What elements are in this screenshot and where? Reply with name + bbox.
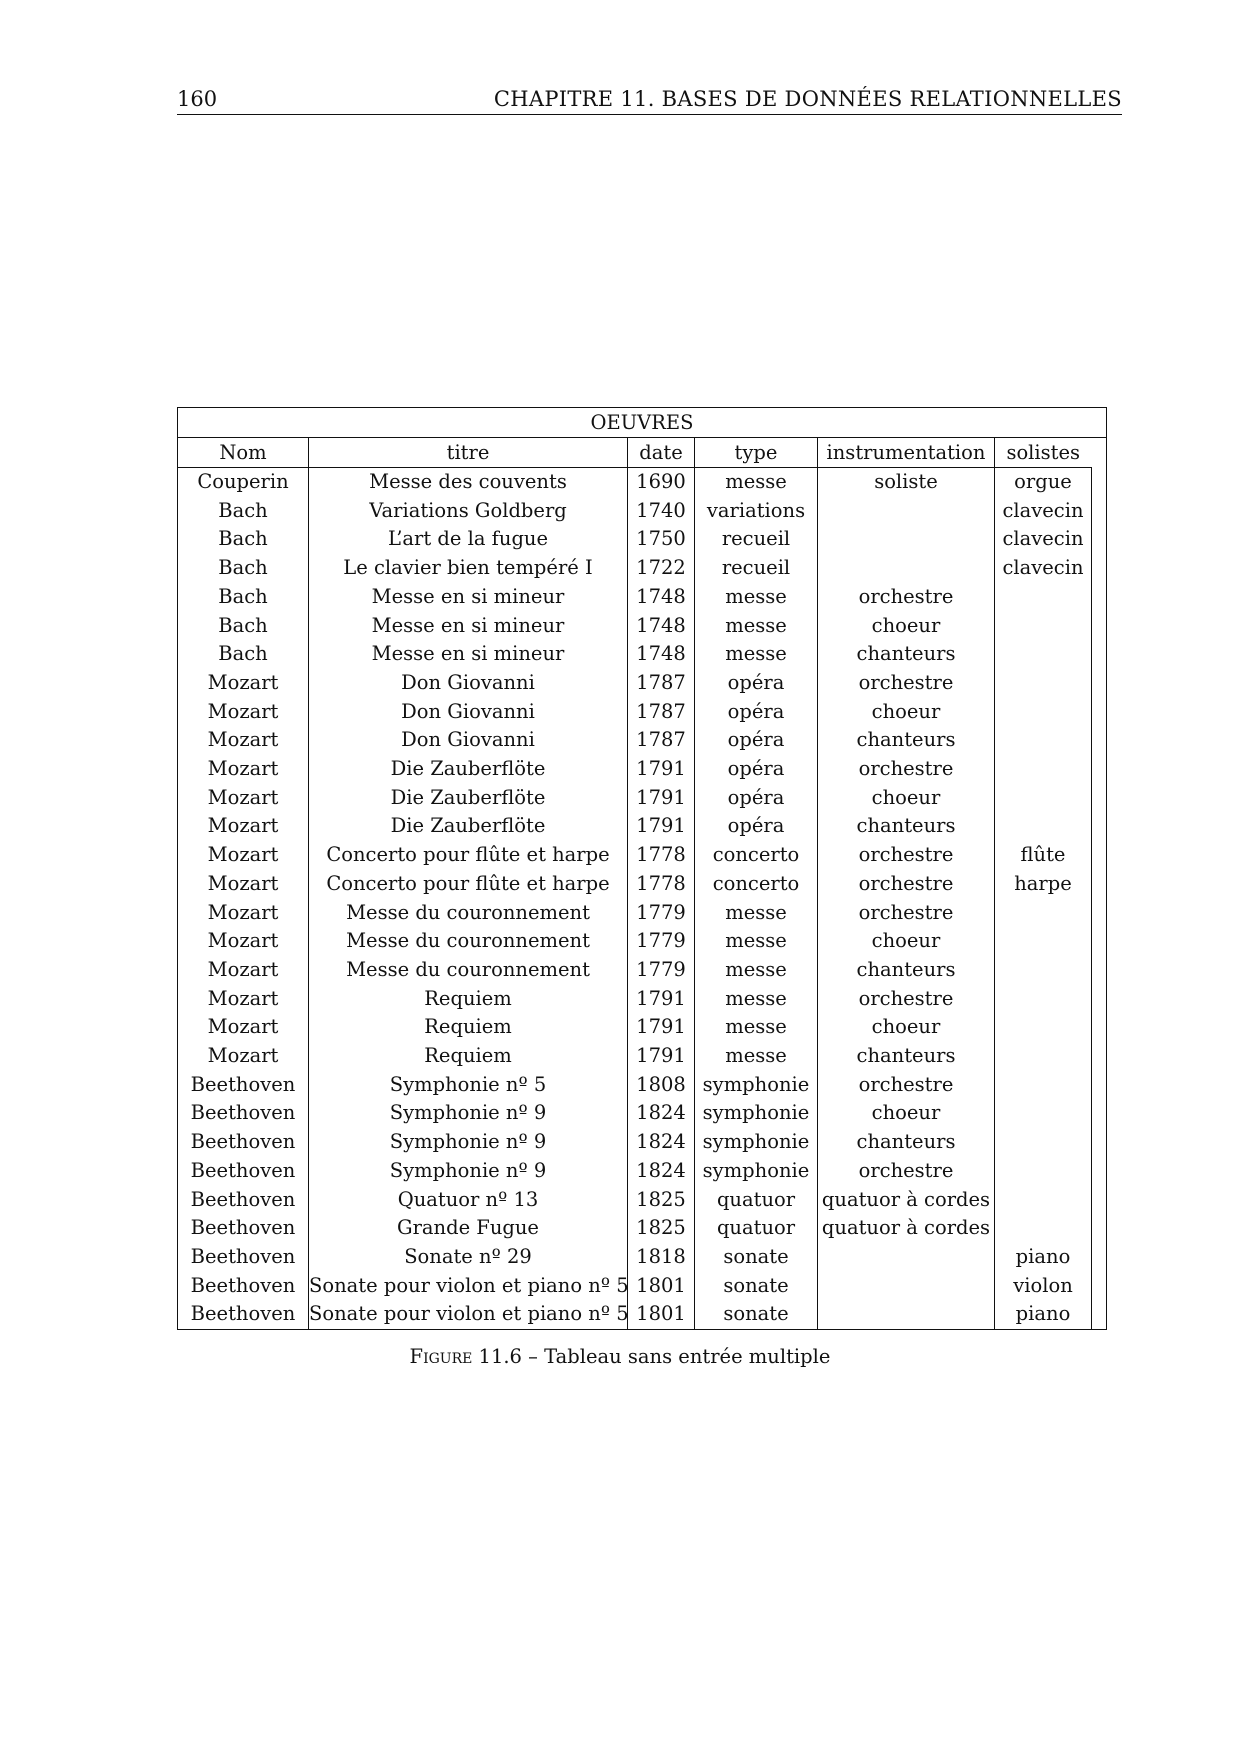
cell-type: messe — [695, 468, 818, 497]
table-row — [178, 1300, 1107, 1329]
cell-title: Grande Fugue — [309, 1214, 628, 1243]
cell-date: 1750 — [628, 525, 695, 554]
cell-soloists — [995, 899, 1092, 928]
cell-title: Messe en si mineur — [309, 583, 628, 612]
cell-type: opéra — [695, 784, 818, 813]
cell-name: Beethoven — [178, 1243, 309, 1272]
cell-soloists: orgue — [995, 468, 1092, 497]
cell-soloists: flûte — [995, 841, 1092, 870]
cell-name: Bach — [178, 554, 309, 583]
cell-title: Don Giovanni — [309, 726, 628, 755]
cell-spacer — [1092, 755, 1107, 784]
cell-soloists: clavecin — [995, 497, 1092, 526]
column-header-name: Nom — [178, 438, 309, 468]
column-header-row — [178, 438, 1107, 468]
table-row — [178, 1157, 1107, 1186]
cell-soloists — [995, 612, 1092, 641]
cell-type: sonate — [695, 1243, 818, 1272]
table-row — [178, 870, 1107, 899]
cell-instrumentation: chanteurs — [818, 956, 995, 985]
cell-date: 1748 — [628, 640, 695, 669]
cell-date: 1740 — [628, 497, 695, 526]
cell-date: 1787 — [628, 698, 695, 727]
table-row — [178, 1128, 1107, 1157]
cell-name: Beethoven — [178, 1300, 309, 1329]
cell-type: quatuor — [695, 1186, 818, 1215]
cell-instrumentation: choeur — [818, 612, 995, 641]
cell-soloists — [995, 669, 1092, 698]
cell-date: 1791 — [628, 784, 695, 813]
cell-type: opéra — [695, 812, 818, 841]
cell-date: 1824 — [628, 1157, 695, 1186]
cell-title: Die Zauberflöte — [309, 812, 628, 841]
cell-spacer — [1092, 1042, 1107, 1071]
cell-title: Symphonie nº 5 — [309, 1071, 628, 1100]
cell-instrumentation: choeur — [818, 698, 995, 727]
column-header-type: type — [695, 438, 818, 468]
cell-title: Symphonie nº 9 — [309, 1157, 628, 1186]
cell-type: variations — [695, 497, 818, 526]
cell-date: 1748 — [628, 612, 695, 641]
cell-soloists — [995, 1013, 1092, 1042]
table-row — [178, 525, 1107, 554]
cell-spacer — [1092, 468, 1107, 497]
cell-name: Beethoven — [178, 1128, 309, 1157]
table-row — [178, 927, 1107, 956]
cell-spacer — [1092, 583, 1107, 612]
cell-type: symphonie — [695, 1128, 818, 1157]
table-row — [178, 468, 1107, 497]
cell-type: messe — [695, 1042, 818, 1071]
table-row — [178, 1013, 1107, 1042]
cell-soloists — [995, 726, 1092, 755]
cell-name: Mozart — [178, 755, 309, 784]
cell-instrumentation: quatuor à cordes — [818, 1186, 995, 1215]
oeuvres-table — [177, 407, 1107, 1330]
cell-instrumentation: choeur — [818, 784, 995, 813]
cell-spacer — [1092, 1013, 1107, 1042]
table-row — [178, 640, 1107, 669]
cell-instrumentation: soliste — [818, 468, 995, 497]
cell-title: Messe en si mineur — [309, 612, 628, 641]
cell-title: Messe des couvents — [309, 468, 628, 497]
cell-soloists — [995, 1157, 1092, 1186]
running-title: CHAPITRE 11. BASES DE DONNÉES RELATIONNELLES — [493, 87, 1122, 111]
cell-type: recueil — [695, 554, 818, 583]
cell-title: Sonate pour violon et piano nº 5 — [309, 1272, 628, 1301]
cell-title: Requiem — [309, 1042, 628, 1071]
cell-instrumentation: orchestre — [818, 985, 995, 1014]
cell-title: Die Zauberflöte — [309, 755, 628, 784]
cell-name: Mozart — [178, 956, 309, 985]
cell-date: 1748 — [628, 583, 695, 612]
table-row — [178, 985, 1107, 1014]
cell-date: 1808 — [628, 1071, 695, 1100]
cell-title: Messe en si mineur — [309, 640, 628, 669]
cell-spacer — [1092, 1099, 1107, 1128]
cell-spacer — [1092, 927, 1107, 956]
table-row — [178, 899, 1107, 928]
table-row — [178, 1272, 1107, 1301]
cell-instrumentation — [818, 1243, 995, 1272]
cell-date: 1825 — [628, 1186, 695, 1215]
cell-type: messe — [695, 899, 818, 928]
cell-instrumentation: orchestre — [818, 870, 995, 899]
cell-type: opéra — [695, 726, 818, 755]
column-header-date: date — [628, 438, 695, 468]
cell-soloists — [995, 755, 1092, 784]
column-header-instrumentation: instrumentation — [818, 438, 995, 468]
cell-soloists — [995, 1128, 1092, 1157]
cell-type: symphonie — [695, 1099, 818, 1128]
cell-date: 1791 — [628, 755, 695, 784]
cell-type: concerto — [695, 841, 818, 870]
cell-soloists: violon — [995, 1272, 1092, 1301]
cell-date: 1787 — [628, 726, 695, 755]
cell-name: Mozart — [178, 1042, 309, 1071]
cell-type: messe — [695, 1013, 818, 1042]
cell-instrumentation: chanteurs — [818, 812, 995, 841]
cell-title: Concerto pour flûte et harpe — [309, 870, 628, 899]
table-row — [178, 755, 1107, 784]
cell-name: Mozart — [178, 841, 309, 870]
table-row — [178, 841, 1107, 870]
cell-title: Don Giovanni — [309, 698, 628, 727]
cell-title: Variations Goldberg — [309, 497, 628, 526]
cell-type: quatuor — [695, 1214, 818, 1243]
cell-soloists: piano — [995, 1243, 1092, 1272]
cell-instrumentation: choeur — [818, 927, 995, 956]
cell-instrumentation: orchestre — [818, 899, 995, 928]
cell-date: 1824 — [628, 1128, 695, 1157]
page-header — [177, 86, 1122, 115]
page-number: 160 — [177, 87, 218, 111]
cell-name: Mozart — [178, 870, 309, 899]
cell-title: Symphonie nº 9 — [309, 1099, 628, 1128]
cell-date: 1778 — [628, 841, 695, 870]
cell-soloists: clavecin — [995, 525, 1092, 554]
cell-spacer — [1092, 554, 1107, 583]
cell-title: Quatuor nº 13 — [309, 1186, 628, 1215]
cell-type: messe — [695, 985, 818, 1014]
cell-soloists: piano — [995, 1300, 1092, 1329]
cell-instrumentation — [818, 497, 995, 526]
cell-instrumentation: orchestre — [818, 1071, 995, 1100]
cell-name: Mozart — [178, 899, 309, 928]
cell-name: Beethoven — [178, 1099, 309, 1128]
cell-type: messe — [695, 612, 818, 641]
table-body — [178, 468, 1107, 1330]
table-row — [178, 497, 1107, 526]
cell-spacer — [1092, 985, 1107, 1014]
cell-title: Messe du couronnement — [309, 899, 628, 928]
cell-type: messe — [695, 956, 818, 985]
table-row — [178, 784, 1107, 813]
cell-date: 1787 — [628, 669, 695, 698]
cell-spacer — [1092, 1157, 1107, 1186]
cell-spacer — [1092, 698, 1107, 727]
cell-type: symphonie — [695, 1071, 818, 1100]
cell-name: Mozart — [178, 698, 309, 727]
cell-name: Mozart — [178, 784, 309, 813]
cell-name: Mozart — [178, 726, 309, 755]
column-header-soloists: solistes — [995, 438, 1092, 468]
cell-date: 1791 — [628, 985, 695, 1014]
table-row — [178, 1243, 1107, 1272]
cell-instrumentation — [818, 1300, 995, 1329]
cell-spacer — [1092, 669, 1107, 698]
cell-name: Bach — [178, 525, 309, 554]
cell-title: Requiem — [309, 985, 628, 1014]
cell-type: concerto — [695, 870, 818, 899]
cell-soloists: clavecin — [995, 554, 1092, 583]
cell-type: opéra — [695, 698, 818, 727]
cell-type: opéra — [695, 669, 818, 698]
cell-title: Symphonie nº 9 — [309, 1128, 628, 1157]
cell-name: Beethoven — [178, 1186, 309, 1215]
table-row — [178, 726, 1107, 755]
cell-spacer — [1092, 1214, 1107, 1243]
cell-spacer — [1092, 525, 1107, 554]
cell-soloists: harpe — [995, 870, 1092, 899]
cell-name: Mozart — [178, 812, 309, 841]
cell-soloists — [995, 1042, 1092, 1071]
cell-name: Mozart — [178, 985, 309, 1014]
table-row — [178, 956, 1107, 985]
table-row — [178, 583, 1107, 612]
cell-instrumentation: chanteurs — [818, 726, 995, 755]
column-header-title: titre — [309, 438, 628, 468]
table-row — [178, 1071, 1107, 1100]
cell-soloists — [995, 784, 1092, 813]
cell-spacer — [1092, 812, 1107, 841]
cell-title: Messe du couronnement — [309, 956, 628, 985]
cell-date: 1801 — [628, 1300, 695, 1329]
cell-instrumentation: orchestre — [818, 1157, 995, 1186]
cell-spacer — [1092, 1300, 1107, 1329]
cell-instrumentation: orchestre — [818, 669, 995, 698]
cell-title: Le clavier bien tempéré I — [309, 554, 628, 583]
cell-instrumentation: orchestre — [818, 583, 995, 612]
cell-title: Sonate nº 29 — [309, 1243, 628, 1272]
cell-date: 1791 — [628, 1042, 695, 1071]
cell-instrumentation: orchestre — [818, 755, 995, 784]
cell-instrumentation: orchestre — [818, 841, 995, 870]
cell-title: Don Giovanni — [309, 669, 628, 698]
table-row — [178, 1042, 1107, 1071]
cell-spacer — [1092, 870, 1107, 899]
table-row — [178, 812, 1107, 841]
cell-spacer — [1092, 784, 1107, 813]
cell-soloists — [995, 583, 1092, 612]
cell-instrumentation — [818, 525, 995, 554]
cell-title: Die Zauberflöte — [309, 784, 628, 813]
cell-spacer — [1092, 726, 1107, 755]
cell-date: 1801 — [628, 1272, 695, 1301]
column-header-spacer — [1092, 438, 1107, 468]
cell-soloists — [995, 1214, 1092, 1243]
cell-instrumentation: chanteurs — [818, 640, 995, 669]
table-row — [178, 698, 1107, 727]
cell-type: messe — [695, 583, 818, 612]
figure-caption-text: – Tableau sans entrée multiple — [521, 1345, 831, 1368]
table-row — [178, 1214, 1107, 1243]
cell-name: Bach — [178, 497, 309, 526]
table-row — [178, 612, 1107, 641]
cell-title: L’art de la fugue — [309, 525, 628, 554]
cell-type: recueil — [695, 525, 818, 554]
cell-date: 1791 — [628, 812, 695, 841]
figure-label: Figure 11.6 — [409, 1345, 522, 1368]
cell-instrumentation: chanteurs — [818, 1128, 995, 1157]
cell-name: Mozart — [178, 927, 309, 956]
cell-soloists — [995, 927, 1092, 956]
cell-instrumentation: choeur — [818, 1099, 995, 1128]
cell-type: sonate — [695, 1300, 818, 1329]
cell-type: sonate — [695, 1272, 818, 1301]
cell-type: messe — [695, 927, 818, 956]
cell-name: Bach — [178, 583, 309, 612]
cell-soloists — [995, 1099, 1092, 1128]
cell-spacer — [1092, 1243, 1107, 1272]
cell-soloists — [995, 698, 1092, 727]
cell-type: opéra — [695, 755, 818, 784]
table-row — [178, 1099, 1107, 1128]
cell-soloists — [995, 956, 1092, 985]
oeuvres-table-container — [177, 407, 1106, 1330]
cell-type: symphonie — [695, 1157, 818, 1186]
cell-instrumentation — [818, 1272, 995, 1301]
table-title: OEUVRES — [178, 408, 1107, 438]
cell-instrumentation: chanteurs — [818, 1042, 995, 1071]
cell-soloists — [995, 985, 1092, 1014]
cell-name: Beethoven — [178, 1272, 309, 1301]
cell-name: Beethoven — [178, 1071, 309, 1100]
cell-name: Bach — [178, 612, 309, 641]
cell-spacer — [1092, 956, 1107, 985]
cell-date: 1779 — [628, 899, 695, 928]
cell-title: Sonate pour violon et piano nº 5 — [309, 1300, 628, 1329]
cell-spacer — [1092, 1186, 1107, 1215]
cell-date: 1690 — [628, 468, 695, 497]
cell-name: Couperin — [178, 468, 309, 497]
cell-date: 1779 — [628, 956, 695, 985]
cell-type: messe — [695, 640, 818, 669]
cell-date: 1779 — [628, 927, 695, 956]
cell-date: 1778 — [628, 870, 695, 899]
cell-spacer — [1092, 1128, 1107, 1157]
cell-date: 1824 — [628, 1099, 695, 1128]
cell-soloists — [995, 812, 1092, 841]
cell-spacer — [1092, 899, 1107, 928]
cell-date: 1791 — [628, 1013, 695, 1042]
cell-soloists — [995, 640, 1092, 669]
cell-name: Mozart — [178, 669, 309, 698]
table-row — [178, 1186, 1107, 1215]
cell-name: Mozart — [178, 1013, 309, 1042]
cell-date: 1818 — [628, 1243, 695, 1272]
cell-name: Bach — [178, 640, 309, 669]
table-row — [178, 554, 1107, 583]
table-row — [178, 669, 1107, 698]
cell-name: Beethoven — [178, 1157, 309, 1186]
cell-spacer — [1092, 1071, 1107, 1100]
cell-spacer — [1092, 497, 1107, 526]
cell-spacer — [1092, 841, 1107, 870]
cell-title: Concerto pour flûte et harpe — [309, 841, 628, 870]
cell-date: 1825 — [628, 1214, 695, 1243]
cell-instrumentation — [818, 554, 995, 583]
cell-spacer — [1092, 640, 1107, 669]
cell-title: Requiem — [309, 1013, 628, 1042]
cell-title: Messe du couronnement — [309, 927, 628, 956]
cell-spacer — [1092, 612, 1107, 641]
cell-soloists — [995, 1071, 1092, 1100]
cell-instrumentation: choeur — [818, 1013, 995, 1042]
figure-caption — [0, 1345, 1240, 1368]
cell-date: 1722 — [628, 554, 695, 583]
cell-soloists — [995, 1186, 1092, 1215]
cell-instrumentation: quatuor à cordes — [818, 1214, 995, 1243]
cell-name: Beethoven — [178, 1214, 309, 1243]
cell-spacer — [1092, 1272, 1107, 1301]
